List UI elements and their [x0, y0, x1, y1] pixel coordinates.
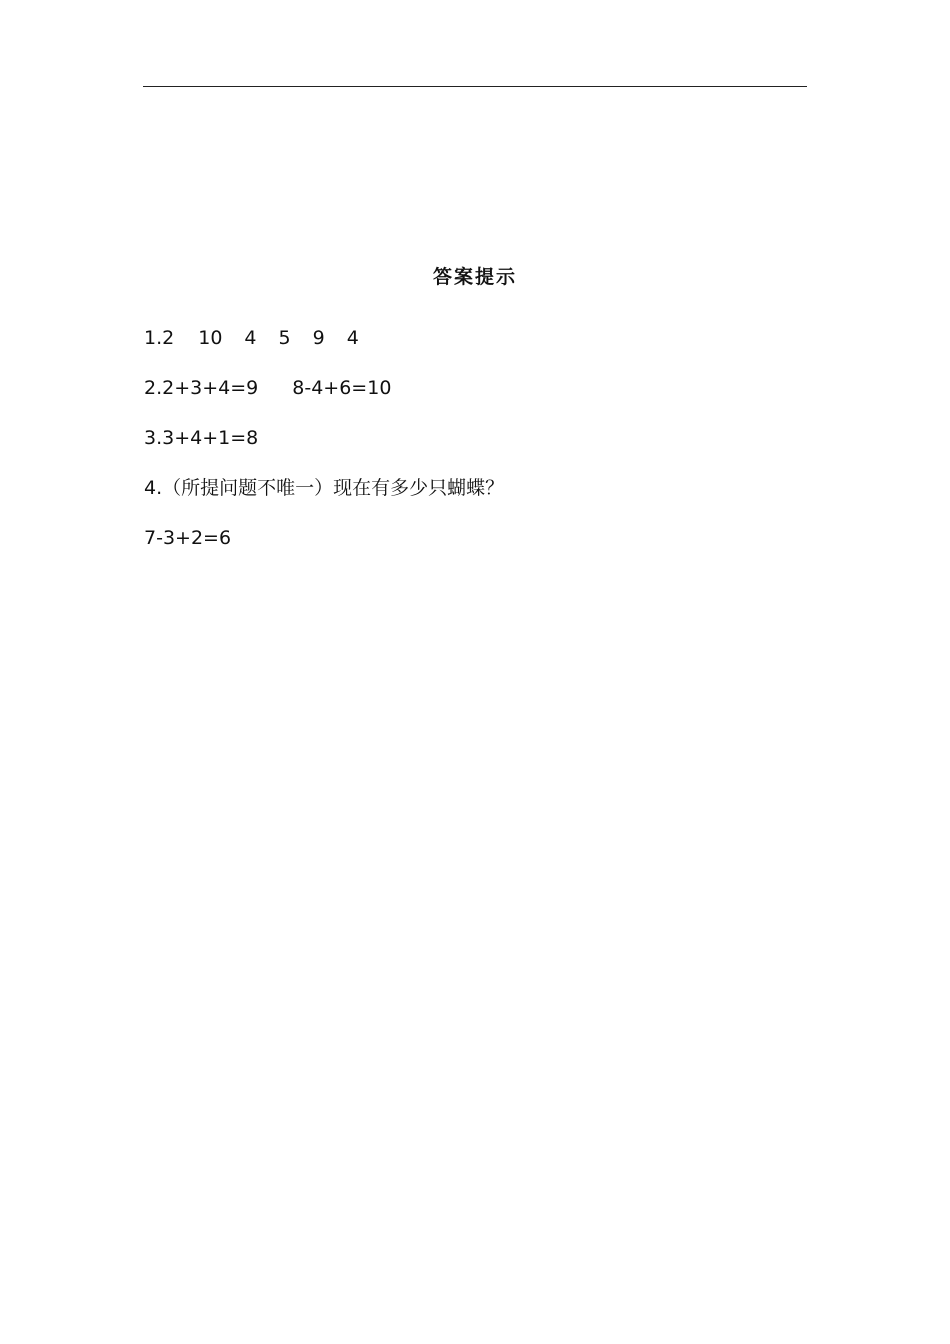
answer-number: 1. — [144, 327, 163, 349]
header-rule — [143, 86, 807, 87]
answer-value: 7-3+2=6 — [144, 527, 232, 549]
answer-number: 2. — [144, 377, 163, 399]
answer-number: 4. — [144, 477, 163, 499]
answer-value: （所提问题不唯一）现在有多少只蝴蝶？ — [162, 477, 505, 499]
answer-line-4 — [144, 476, 504, 500]
answer-value: 3+4+1=8 — [162, 427, 259, 449]
answer-line-5 — [144, 526, 231, 550]
answer-value: 5 — [278, 327, 291, 349]
page-title: 答案提示 — [432, 266, 517, 288]
answer-value: 4 — [346, 327, 359, 349]
answer-value: 2 — [162, 327, 175, 349]
answer-value: 9 — [312, 327, 325, 349]
answer-line-3 — [144, 426, 258, 450]
answer-line-1 — [144, 326, 359, 350]
answer-value: 8-4+6=10 — [292, 377, 392, 399]
answer-value: 10 — [198, 327, 223, 349]
answer-value: 2+3+4=9 — [162, 377, 259, 399]
answer-line-2 — [144, 376, 391, 400]
answer-value: 4 — [244, 327, 257, 349]
answer-number: 3. — [144, 427, 163, 449]
